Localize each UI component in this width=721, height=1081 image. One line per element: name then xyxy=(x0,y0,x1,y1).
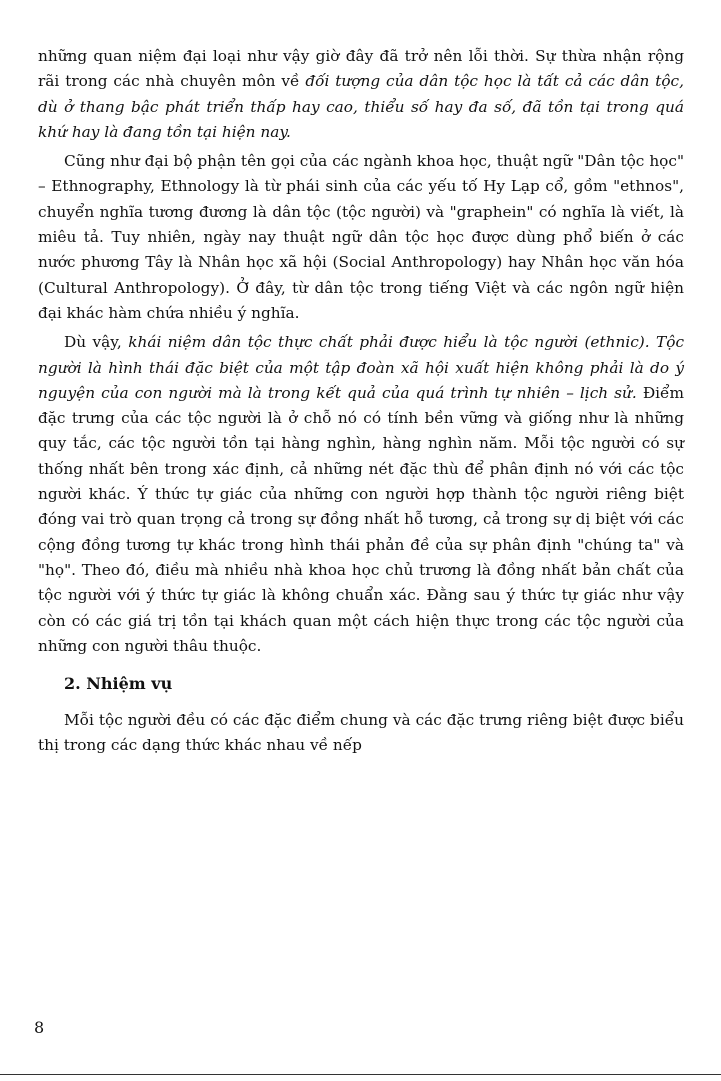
paragraph-3-lead-text: Dù vậy, xyxy=(64,333,129,352)
paragraph-3 xyxy=(38,330,684,659)
page-number: 8 xyxy=(34,1018,45,1037)
paragraph-3-body-text: Điểm đặc trưng của các tộc người là ở chỗ nó có tính bền vững và giống như là những quy tắc, các tộc người tồn tại hàng nghìn, hàng nghìn năm. Mỗi tộc người có sự thống nhất bên trong xác định, cả những nét đặc thù để phân định nó với các tộc người khác. Ý thức tự giác của những con người hợp thành tộc người riêng biệt đóng vai trò quan trọng cả trong sự đồng nhất hỗ tương, cả trong sự dị biệt với các cộng đồng tương tự khác trong hình thái phản đề của sự phân định "chúng ta" và "họ". Theo đó, điều mà nhiều nhà khoa học chủ trương là đồng nhất bản chất của tộc người với ý thức tự giác là không chuẩn xác. Đằng sau ý thức tự giác như vậy còn có các giá trị tồn tại khách quan một cách hiện thực trong các tộc người của những con người thâu thuộc. xyxy=(38,383,684,655)
paragraph-2: Cũng như đại bộ phận tên gọi của các ngành khoa học, thuật ngữ "Dân tộc học" – Ethnography, Ethnology là từ phái sinh của các yếu tố Hy Lạp cổ, gồm "ethnos", chuyển nghĩa tương đương là dân tộc (tộc người) và "graphein" có nghĩa là viết, là miêu tả. Tuy nhiên, ngày nay thuật ngữ dân tộc học được dùng phổ biến ở các nước phương Tây là Nhân học xã hội (Social Anthropology) hay Nhân học văn hóa (Cultural Anthropology). Ở đây, từ dân tộc trong tiếng Việt và các ngôn ngữ hiện đại khác hàm chứa nhiều ý nghĩa. xyxy=(38,152,684,322)
paragraph-3-italic-text: khái niệm dân tộc thực chất phải được hiểu là tộc người (ethnic). Tộc người là hình thái đặc biệt của một tập đoàn xã hội xuất hiện không phải là do ý nguyện của con người mà là trong kết quả của quá trình tự nhiên – lịch sử. xyxy=(38,333,685,402)
paragraph-1-italic-text: đối tượng của dân tộc học là tất cả các dân tộc, dù ở thang bậc phát triển thấp hay cao, thiểu số hay đa số, đã tồn tại trong quá khứ hay là đang tồn tại hiện nay. xyxy=(38,72,684,141)
book-page xyxy=(38,44,684,759)
paragraph-1-text: những quan niệm đại loại như vậy giờ đây đã trở nên lỗi thời. Sự thừa nhận rộng rãi trong các nhà chuyên môn về xyxy=(38,47,684,91)
paragraph-4: Mỗi tộc người đều có các đặc điểm chung và các đặc trưng riêng biệt được biểu thị trong các dạng thức khác nhau về nếp xyxy=(38,711,684,755)
paragraph-1 xyxy=(38,44,684,145)
bottom-divider xyxy=(0,1074,721,1075)
section-heading: 2. Nhiệm vụ xyxy=(64,674,173,694)
